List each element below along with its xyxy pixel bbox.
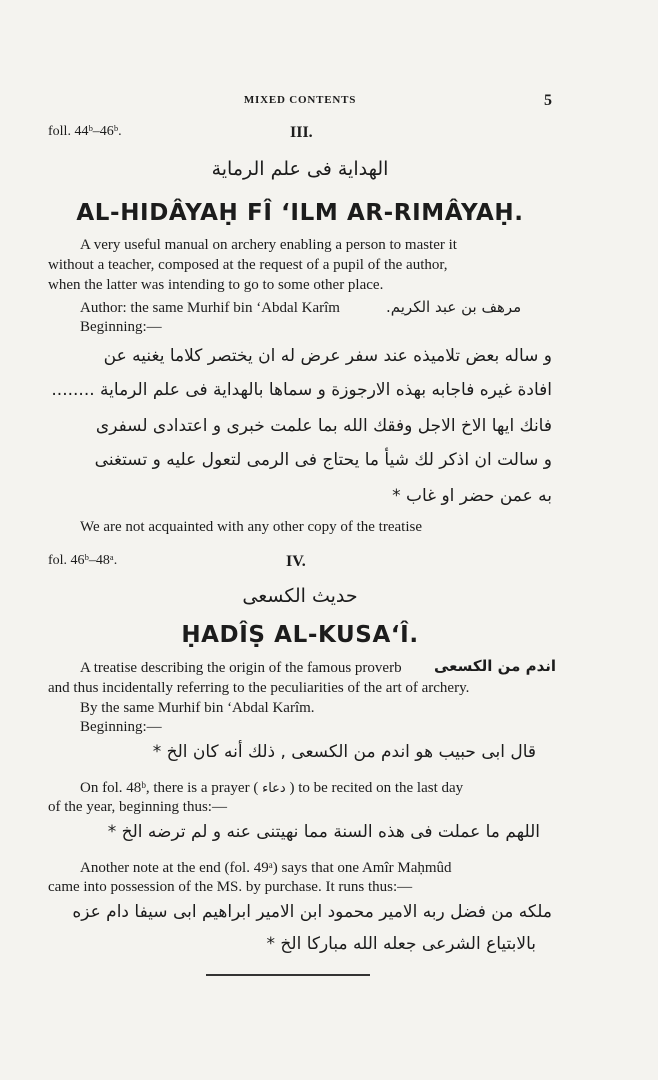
section-number-3: III. <box>290 124 313 141</box>
arabic-excerpt-line: افادة غيره فاجابه بهذه الارجوزة و سماها بالهداية فى علم الرماية ........ <box>51 380 552 400</box>
folio-reference-3: foll. 44ᵇ–46ᵇ. <box>48 124 122 139</box>
section-title-4: ḤADÎṢ AL-KUSA‘Î. <box>181 622 419 648</box>
arabic-title-4: حديث الكسعى <box>242 585 358 607</box>
note-line-1: Another note at the end (fol. 49ᵃ) says that one Amîr Maḥmûd <box>80 860 452 876</box>
description-line: and thus incidentally referring to the peculiarities of the art of archery. <box>48 680 470 696</box>
description-line: without a teacher, composed at the request of a pupil of the author, <box>48 257 448 273</box>
author-line-3: Author: the same Murhif bin ‘Abdal Karîm <box>80 300 340 316</box>
author-line-4: By the same Murhif bin ‘Abdal Karîm. <box>80 700 315 716</box>
note-3: We are not acquainted with any other copy of the treatise <box>80 519 422 535</box>
arabic-excerpt-line: فانك ايها الاخ الاجل وفقك الله بما علمت خبرى و اعتدادى لسفرى <box>95 416 552 436</box>
running-title: MIXED CONTENTS <box>243 94 357 106</box>
prayer-arabic-word: دعاء <box>262 781 286 796</box>
beginning-label-3: Beginning:— <box>80 319 162 335</box>
description-line: A treatise describing the origin of the famous proverb <box>80 660 402 676</box>
proverb-arabic: اندم من الكسعى <box>434 657 557 675</box>
arabic-title-3: الهداية فى علم الرماية <box>211 158 389 180</box>
note-line-2: came into possession of the MS. by purchase. It runs thus:— <box>48 879 413 895</box>
ownership-arabic-line: بالابتياع الشرعى جعله الله مباركا الخ * <box>266 934 536 954</box>
ownership-arabic-line: ملكه من فضل ربه الامير محمود ابن الامير ابراهيم ابى سيفا دام عزه <box>72 902 552 922</box>
arabic-excerpt-line: و سالت ان اذكر لك شيأ ما يحتاج فى الرمى لتعول عليه و تستغنى <box>94 450 552 470</box>
beginning-arabic-4: قال ابى حبيب هو اندم من الكسعى , ذلك أنه كان الخ * <box>152 742 536 762</box>
description-line: when the latter was intending to go to some other place. <box>48 277 384 293</box>
author-arabic-3: مرهف بن عبد الكريم. <box>386 298 522 316</box>
closing-rule <box>206 974 370 976</box>
prayer-line <box>80 779 463 799</box>
beginning-label-4: Beginning:— <box>80 719 162 735</box>
arabic-excerpt-line: به عمن حضر او غاب * <box>392 486 552 506</box>
section-title-3: AL-HIDÂYAḤ FÎ ‘ILM AR-RIMÂYAḤ. <box>76 200 524 226</box>
section-number-4: IV. <box>286 553 306 570</box>
prayer-text-a: On fol. 48ᵇ, there is a prayer ( <box>80 780 259 796</box>
page-number: 5 <box>544 92 552 109</box>
prayer-line-2: of the year, beginning thus:— <box>48 799 227 815</box>
prayer-arabic: اللهم ما عملت فى هذه السنة مما نهيتنى عنه و لم ترضه الخ * <box>107 822 540 842</box>
description-line: A very useful manual on archery enabling a person to master it <box>80 237 457 253</box>
arabic-excerpt-line: و ساله بعض تلاميذه عند سفر عرض له ان يختصر كلاما يغنيه عن <box>103 346 552 366</box>
prayer-text-b: ) to be recited on the last day <box>289 780 464 796</box>
folio-reference-4: fol. 46ᵇ–48ᵃ. <box>48 553 118 568</box>
